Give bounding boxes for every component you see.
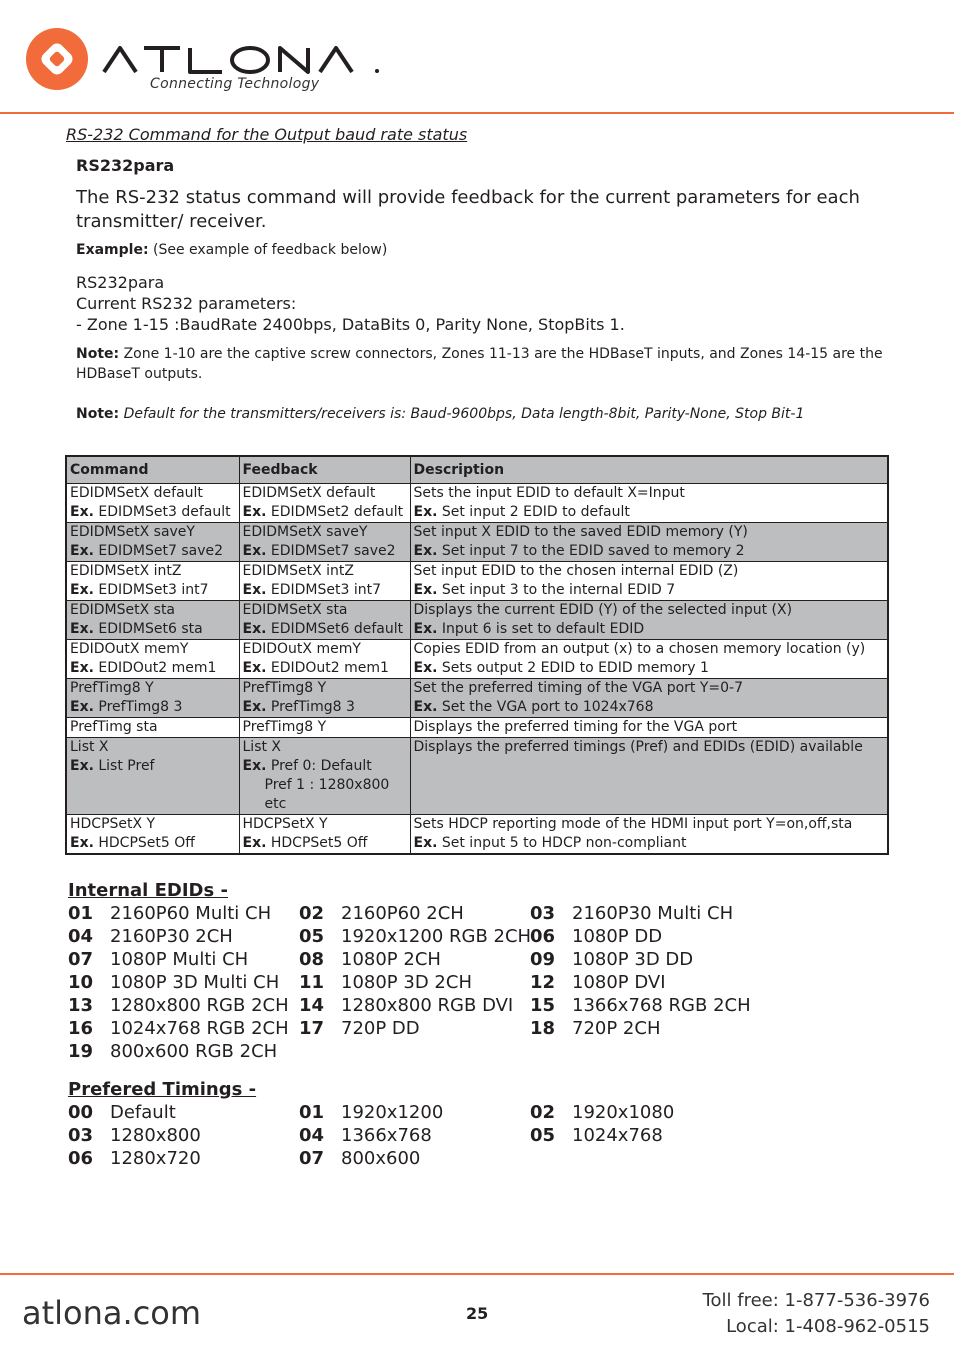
item-number: 13 [68, 995, 94, 1016]
table-cell [410, 562, 888, 601]
cell-text: EDIDMSetX default [242, 485, 376, 501]
example-value: Set input 2 EDID to default [437, 504, 630, 520]
table-cell [66, 718, 239, 738]
cell-extra: etc [264, 796, 287, 812]
item-label: 1080P DD [572, 926, 663, 947]
cell-example [70, 659, 236, 678]
table-cell [410, 815, 888, 855]
example-value: Set input 7 to the EDID saved to memory 2 [437, 543, 745, 559]
table-cell [66, 523, 239, 562]
example-label: Ex. [242, 621, 267, 637]
example-value: Pref 0: Default [266, 758, 372, 774]
example-text: (See example of feedback below) [148, 242, 388, 258]
table-row [66, 679, 888, 718]
cell-example [70, 542, 236, 561]
item-number: 14 [299, 995, 325, 1016]
item-label: 2160P60 2CH [341, 903, 464, 924]
table-cell [239, 815, 410, 855]
item-label: 800x600 RGB 2CH [110, 1041, 278, 1062]
table-header-row [66, 456, 888, 484]
item-number: 05 [299, 926, 325, 947]
note-text: Zone 1-10 are the captive screw connectors, Zones 11-13 are the HDBaseT inputs, and Zones 14-15 are the HDBaseT outputs. [76, 346, 883, 382]
item-label: 720P 2CH [572, 1018, 661, 1039]
table-cell [410, 523, 888, 562]
item-number: 02 [530, 1102, 556, 1123]
table-body [66, 484, 888, 855]
item-label: 1024x768 [572, 1125, 663, 1146]
example-value: HDCPSet5 Off [93, 835, 195, 851]
item-label: 800x600 [341, 1148, 421, 1169]
column-header: Command [66, 456, 239, 484]
example-label: Ex. [242, 758, 267, 774]
table-row [66, 718, 888, 738]
item-number: 05 [530, 1125, 556, 1146]
item-label: 1080P DVI [572, 972, 666, 993]
table-cell [239, 562, 410, 601]
item-label: 1080P 3D DD [572, 949, 694, 970]
table-cell [66, 640, 239, 679]
cell-text: List X [242, 739, 282, 755]
item-label: 1080P 2CH [341, 949, 441, 970]
example-value: EDIDMSet6 default [266, 621, 404, 637]
cell-text: List X [70, 739, 109, 755]
example-value: EDIDMSet7 save2 [93, 543, 224, 559]
example-label: Ex. [70, 504, 94, 520]
footer-rule [0, 1273, 954, 1275]
item-number: 06 [530, 926, 556, 947]
item-number: 11 [299, 972, 325, 993]
example-label: Ex. [70, 660, 94, 676]
cell-example [70, 620, 236, 639]
table-cell [239, 601, 410, 640]
item-number: 04 [68, 926, 94, 947]
item-number: 09 [530, 949, 556, 970]
item-label: 1366x768 [341, 1125, 432, 1146]
item-number: 03 [68, 1125, 94, 1146]
item-number: 19 [68, 1041, 94, 1062]
table-cell [66, 738, 239, 815]
cell-text: Displays the current EDID (Y) of the selected input (X) [413, 602, 793, 618]
table-cell [410, 484, 888, 523]
zone-note [76, 344, 896, 384]
item-label: 2160P30 2CH [110, 926, 233, 947]
cell-text: PrefTimg8 Y [70, 680, 154, 696]
example-label: Ex. [242, 660, 267, 676]
cell-example [243, 620, 407, 639]
cell-text: PrefTimg sta [70, 719, 158, 735]
example-label: Ex. [242, 582, 267, 598]
example-value: EDIDMSet2 default [266, 504, 404, 520]
example-value: EDIDMSet3 int7 [266, 582, 381, 598]
cell-text: Set the preferred timing of the VGA port Y=0-7 [413, 680, 743, 696]
example-value: EDIDMSet3 default [93, 504, 231, 520]
footer-site[interactable]: atlona.com [22, 1294, 202, 1332]
item-number: 07 [299, 1148, 325, 1169]
table-cell [410, 718, 888, 738]
item-number: 04 [299, 1125, 325, 1146]
table-row [66, 601, 888, 640]
cell-example [243, 581, 407, 600]
example-value: PrefTimg8 3 [93, 699, 183, 715]
example-value: Input 6 is set to default EDID [437, 621, 645, 637]
cell-extra: Pref 1 : 1280x800 [264, 777, 390, 793]
table-cell [239, 738, 410, 815]
table-row [66, 523, 888, 562]
note-text: Default for the transmitters/receivers is: Baud-9600bps, Data length-8bit, Parity-None, Stop Bit-1 [119, 406, 805, 422]
cell-text: PrefTimg8 Y [242, 719, 327, 735]
cell-example [243, 834, 407, 853]
item-label: 2160P60 Multi CH [110, 903, 272, 924]
cell-example [243, 757, 407, 776]
item-number: 01 [68, 903, 94, 924]
example-label: Ex. [242, 543, 267, 559]
atlona-logo-icon [24, 26, 90, 92]
example-label: Ex. [413, 699, 438, 715]
feedback-block [76, 272, 625, 335]
default-note [76, 406, 896, 422]
table-row [66, 484, 888, 523]
example-value: EDIDMSet3 int7 [93, 582, 209, 598]
example-label: Ex. [242, 699, 267, 715]
item-label: 1366x768 RGB 2CH [572, 995, 751, 1016]
brand-tagline: Connecting Technology [150, 76, 320, 92]
item-number: 03 [530, 903, 556, 924]
column-header: Feedback [239, 456, 410, 484]
feedback-line: RS232para [76, 273, 165, 292]
cell-example [414, 698, 885, 717]
item-label: 1280x720 [110, 1148, 201, 1169]
item-label: 2160P30 Multi CH [572, 903, 734, 924]
example-label: Ex. [70, 758, 94, 774]
item-label: 1280x800 RGB DVI [341, 995, 514, 1016]
cell-text: Sets HDCP reporting mode of the HDMI input port Y=on,off,sta [413, 816, 853, 832]
example-value: EDIDMSet7 save2 [266, 543, 396, 559]
cell-text: Copies EDID from an output (x) to a chosen memory location (y) [413, 641, 866, 657]
item-label: 1920x1200 RGB 2CH [341, 926, 532, 947]
page-header [0, 0, 954, 112]
example-label: Example: [76, 242, 149, 258]
cell-example [414, 581, 885, 600]
table-cell [239, 718, 410, 738]
example-value: EDIDMSet6 sta [93, 621, 203, 637]
cell-text: EDIDMSetX saveY [70, 524, 195, 540]
example-label: Ex. [413, 621, 438, 637]
cell-text: Sets the input EDID to default X=Input [413, 485, 685, 501]
cell-text: Displays the preferred timings (Pref) and EDIDs (EDID) available [413, 739, 863, 755]
item-number: 17 [299, 1018, 325, 1039]
cell-example [243, 659, 407, 678]
item-number: 08 [299, 949, 325, 970]
table-cell [66, 562, 239, 601]
item-number: 12 [530, 972, 556, 993]
toll-free-number: Toll free: 1-877-536-3976 [702, 1290, 930, 1311]
column-header: Description [410, 456, 888, 484]
table-cell [66, 679, 239, 718]
item-number: 01 [299, 1102, 325, 1123]
cell-example [243, 503, 407, 522]
table-row [66, 562, 888, 601]
preferred-timings-title: Prefered Timings - [68, 1079, 257, 1100]
table-cell [410, 738, 888, 815]
cell-text: EDIDMSetX saveY [242, 524, 368, 540]
item-number: 07 [68, 949, 94, 970]
cell-example [243, 542, 407, 561]
example-label: Ex. [413, 660, 438, 676]
cell-example [414, 659, 885, 678]
example-label: Ex. [242, 504, 267, 520]
example-label: Ex. [413, 582, 438, 598]
cell-text: EDIDMSetX sta [242, 602, 348, 618]
table-cell [66, 815, 239, 855]
footer-contact [703, 1288, 930, 1340]
item-label: 1080P 3D 2CH [341, 972, 472, 993]
item-number: 02 [299, 903, 325, 924]
internal-edids-title: Internal EDIDs - [68, 880, 228, 901]
cell-text: Set input X EDID to the saved EDID memory (Y) [413, 524, 748, 540]
example-value: Sets output 2 EDID to EDID memory 1 [437, 660, 709, 676]
example-label: Ex. [70, 835, 94, 851]
cell-example [70, 503, 236, 522]
command-name: RS232para [76, 156, 175, 175]
table-cell [66, 484, 239, 523]
section-title-link[interactable]: RS-232 Command for the Output baud rate status [66, 125, 468, 144]
example-label: Ex. [70, 699, 94, 715]
command-table [65, 455, 889, 855]
item-number: 00 [68, 1102, 94, 1123]
item-label: 1920x1080 [572, 1102, 675, 1123]
cell-text: EDIDOutX memY [242, 641, 361, 657]
item-number: 15 [530, 995, 556, 1016]
item-label: 720P DD [341, 1018, 420, 1039]
cell-text: EDIDMSetX sta [70, 602, 176, 618]
example-value: Set input 5 to HDCP non-compliant [437, 835, 687, 851]
table-row [66, 815, 888, 855]
cell-example [70, 581, 236, 600]
item-number: 10 [68, 972, 94, 993]
example-label: Ex. [242, 835, 267, 851]
feedback-line: Current RS232 parameters: [76, 294, 297, 313]
cell-text: PrefTimg8 Y [242, 680, 327, 696]
example-value: EDIDOut2 mem1 [93, 660, 217, 676]
example-value: EDIDOut2 mem1 [266, 660, 389, 676]
example-value: Set the VGA port to 1024x768 [437, 699, 654, 715]
table-cell [410, 601, 888, 640]
example-label: Ex. [413, 543, 438, 559]
example-label: Ex. [70, 582, 94, 598]
item-label: 1080P Multi CH [110, 949, 249, 970]
cell-text: HDCPSetX Y [70, 816, 156, 832]
cell-example [414, 834, 885, 853]
table-row [66, 640, 888, 679]
table-row [66, 738, 888, 815]
item-label: 1920x1200 [341, 1102, 444, 1123]
table-cell [410, 679, 888, 718]
table-cell [239, 484, 410, 523]
item-number: 18 [530, 1018, 556, 1039]
example-value: HDCPSet5 Off [266, 835, 368, 851]
page-number: 25 [466, 1304, 489, 1323]
cell-example [70, 834, 236, 853]
example-value: List Pref [93, 758, 155, 774]
command-description: The RS-232 status command will provide feedback for the current parameters for each transmitter/ receiver. [76, 187, 860, 232]
cell-example [414, 542, 885, 561]
cell-example [70, 698, 236, 717]
item-label: Default [110, 1102, 176, 1123]
table-cell [239, 640, 410, 679]
example-label: Ex. [413, 835, 438, 851]
example-label: Ex. [413, 504, 438, 520]
example-line [76, 242, 387, 258]
local-number: Local: 1-408-962-0515 [726, 1316, 930, 1337]
item-label: 1080P 3D Multi CH [110, 972, 280, 993]
cell-example [414, 503, 885, 522]
table-cell [239, 523, 410, 562]
cell-text: HDCPSetX Y [242, 816, 328, 832]
example-label: Ex. [70, 621, 94, 637]
note-label: Note: [76, 406, 120, 422]
cell-example [70, 757, 236, 776]
header-rule [0, 112, 954, 114]
item-number: 16 [68, 1018, 94, 1039]
cell-text: Displays the preferred timing for the VGA port [413, 719, 738, 735]
table-cell [239, 679, 410, 718]
cell-text: Set input EDID to the chosen internal EDID (Z) [413, 563, 739, 579]
example-value: Set input 3 to the internal EDID 7 [437, 582, 676, 598]
cell-text: EDIDMSetX intZ [70, 563, 182, 579]
note-label: Note: [76, 346, 120, 362]
item-number: 06 [68, 1148, 94, 1169]
example-value: PrefTimg8 3 [266, 699, 355, 715]
item-label: 1280x800 [110, 1125, 201, 1146]
item-label: 1280x800 RGB 2CH [110, 995, 289, 1016]
cell-text: EDIDOutX memY [70, 641, 189, 657]
item-label: 1024x768 RGB 2CH [110, 1018, 289, 1039]
table-cell [66, 601, 239, 640]
atlona-wordmark [100, 44, 380, 74]
cell-example [414, 620, 885, 639]
feedback-line: - Zone 1-15 :BaudRate 2400bps, DataBits 0, Parity None, StopBits 1. [76, 315, 625, 334]
cell-text: EDIDMSetX default [70, 485, 203, 501]
table-cell [410, 640, 888, 679]
cell-example [243, 698, 407, 717]
cell-text: EDIDMSetX intZ [242, 563, 354, 579]
example-label: Ex. [70, 543, 94, 559]
